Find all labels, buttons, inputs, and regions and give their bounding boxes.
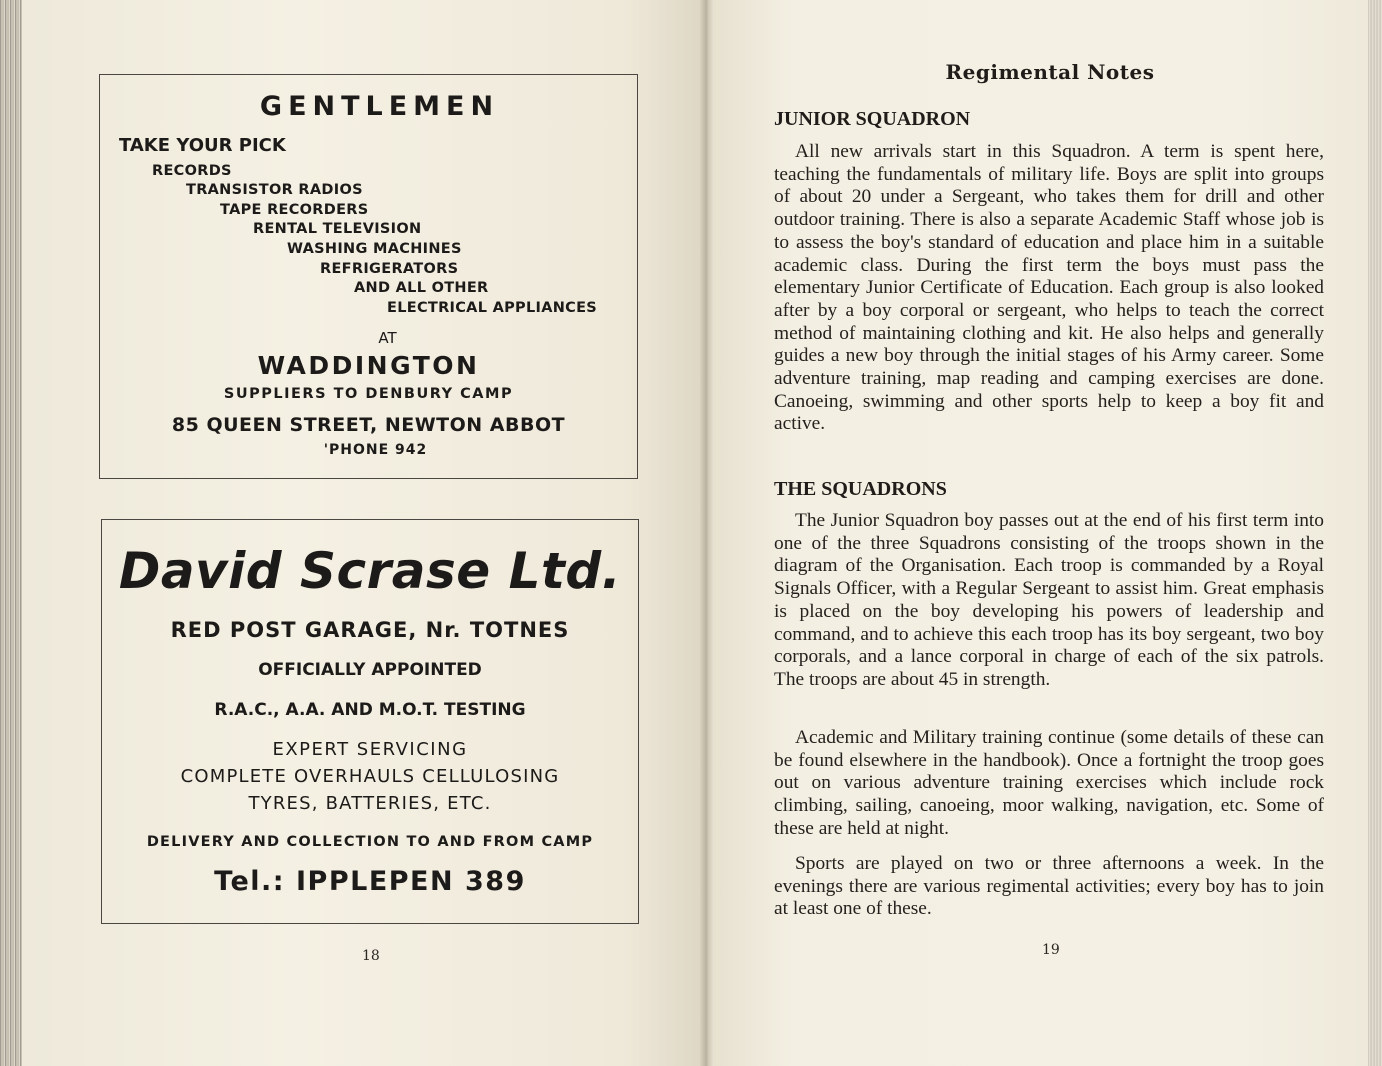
ad-at: AT — [378, 329, 397, 347]
appliance-item: REFRIGERATORS — [320, 261, 459, 277]
telephone-line: Tel.: IPPLEPEN 389 — [214, 866, 526, 897]
address-line: 85 QUEEN STREET, NEWTON ABBOT — [171, 414, 566, 436]
phone-line: 'PHONE 942 — [323, 442, 428, 458]
paragraph-sports: Sports are played on two or three afternoons a week. In the evenings there are various regimental activities; every boy has to join at least one of these. — [774, 853, 1324, 920]
page-edges-left — [0, 0, 22, 1066]
section-heading-squadrons: THE SQUADRONS — [774, 478, 947, 500]
paragraph-junior: All new arrivals start in this Squadron. A term is spent here, teaching the fundamentals of military life. Boys are split into groups of about 20 under a Sergeant, who takes them for drill and other outdoor training. There is also a separate Academic Staff whose job is to assess the boy's standard of education and place him in a suitable academic class. During the first term the boys must pass the elementary Junior Certificate of Education. Each group is also looked after by a boy corporal or sergeant, who helps to teach the correct method of maintaining clothing and kit. He also helps and generally guides a new boy through the initial stages of his Army career. Some adventure training, map reading and camping exercises are done. Canoeing, swimming and other sports help to keep a boy fit and active. — [774, 141, 1324, 435]
section-heading-junior: JUNIOR SQUADRON — [774, 108, 971, 130]
company-name: WADDINGTON — [257, 351, 480, 380]
delivery-line: DELIVERY AND COLLECTION TO AND FROM CAMP — [146, 834, 594, 850]
appliance-item: RENTAL TELEVISION — [253, 221, 422, 237]
tyres-line: TYRES, BATTERIES, ETC. — [248, 793, 492, 814]
servicing-line: EXPERT SERVICING — [272, 739, 468, 760]
paragraph-training: Academic and Military training continue (some details of these can be found elsewhere in the handbook). Once a fortnight the troop goes out on various adventure training exercises which include rock climbing, sailing, canoeing, moor walking, navigation, etc. Some of these are held at night. — [774, 727, 1324, 839]
appliance-item: RECORDS — [152, 163, 232, 179]
page-number-right: 19 — [1042, 942, 1060, 958]
page-number-left: 18 — [362, 948, 380, 964]
appliance-item: AND ALL OTHER — [354, 280, 489, 296]
appliance-item: WASHING MACHINES — [287, 241, 462, 257]
appliance-item: TAPE RECORDERS — [220, 202, 369, 218]
scrase-advertisement — [101, 519, 639, 924]
waddington-advertisement — [99, 74, 638, 479]
suppliers-line: SUPPLIERS TO DENBURY CAMP — [223, 386, 514, 402]
garage-line: RED POST GARAGE, Nr. TOTNES — [170, 618, 570, 642]
testing-line: R.A.C., A.A. AND M.O.T. TESTING — [214, 700, 526, 720]
appointed-line: OFFICIALLY APPOINTED — [258, 660, 482, 680]
book-gutter — [700, 0, 714, 1066]
page-title: Regimental Notes — [945, 60, 1155, 84]
ad-headline: GENTLEMEN — [259, 91, 500, 122]
appliance-item: TRANSISTOR RADIOS — [186, 182, 363, 198]
appliance-item: ELECTRICAL APPLIANCES — [387, 300, 598, 316]
ad-tagline: TAKE YOUR PICK — [119, 135, 286, 156]
company-name: David Scrase Ltd. — [118, 542, 622, 600]
page-edges-right — [1368, 0, 1382, 1066]
overhauls-line: COMPLETE OVERHAULS CELLULOSING — [180, 766, 560, 787]
paragraph-squadrons: The Junior Squadron boy passes out at the end of his first term into one of the three Squadrons consisting of the troops shown in the diagram of the Organisation. Each troop is commanded by a Royal Signals Officer, with a Regular Sergeant to assist him. Great emphasis is placed on the boy developing his powers of leadership and command, and to achieve this each troop has its boy sergeant, two boy corporals, and a lance corporal in charge of each of the six patrols. The troops are about 45 in strength. — [774, 510, 1324, 690]
